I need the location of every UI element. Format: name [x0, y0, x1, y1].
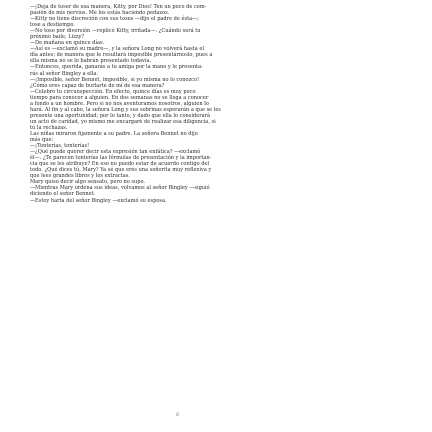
text-line: hará. Al fin y al cabo, la señora Long y sus sobrinas esperarán a que se les: [30, 106, 221, 113]
text-line: tiempo para conocer a alguien. En dos semanas no se llega a conocer: [30, 94, 209, 101]
text-line: todo. ¿Qué dices tú, Mary? Ya sé que eres una señorita muy reflexiva y: [30, 167, 212, 174]
page-text: [30, 4, 350, 204]
text-line: ¿Cómo eres capaz de burlarte de mí de esa manera?: [30, 82, 165, 89]
text-line: —De mañana en quince días.: [30, 40, 105, 47]
text-line: —¿Qué puede querer decir esta expresión tan enfática? —exclamó: [30, 149, 201, 156]
text-line: cia que se les atribuye? En eso no puedo estar de acuerdo contigo del: [30, 161, 210, 168]
text-line: próximo baile, Lizzy?: [30, 34, 85, 41]
text-line: rás al señor Bingley a ella.: [30, 70, 99, 77]
text-line: diciendo el señor Bennet.: [30, 191, 96, 198]
text-line: —No toso por diversión —replicó Kitty, irritada—. ¿Cuándo será tu: [30, 28, 201, 35]
text-line: presente una oportunidad; por lo tanto, y dado que ella lo considerará: [30, 112, 211, 119]
text-line: —Mientras Mary ordena sus ideas, volvamos al señor Bingley —siguió: [30, 185, 210, 192]
text-line: tú la rechazas.: [30, 124, 68, 131]
text-line: —Kitty no tiene discreción con sus toses —dijo el padre de ésta—;: [30, 16, 199, 23]
text-line: pasión de mis nervios. Me los estás haciendo pedazos.: [30, 10, 170, 17]
text-line: tose a destiempo.: [30, 22, 75, 29]
text-line: Mary quiso decir algo sensato, pero no supo.: [30, 179, 146, 186]
text-line: un acto de caridad, yo mismo me encargaré de realizar esa diligencia, si: [30, 118, 216, 125]
text-line: ella misma no se lo habrán presentado todavía.: [30, 58, 152, 65]
text-line: —¡Deja de toser de esa manera, Kitty, por Dios! Ten un poco de com-: [30, 4, 207, 10]
text-line: —Celebro tu circunspección. En efecto, quince días es muy poco: [30, 88, 196, 95]
text-line: él—. ¿Te parecen tonterías las fórmulas de presentación y la importan-: [30, 155, 212, 162]
text-line: —Estoy harta del señor Bingley —exclamó su esposa.: [30, 197, 167, 204]
text-line: a fondo a un hombre. Pero si no nos aventuramos nosotros, alguien lo: [30, 100, 209, 107]
text-line: —¡Imposible, señor Bennet, imposible, si yo misma no lo conozco!: [30, 76, 200, 83]
text-line: —Así es —exclamó su madre—, y la señora Long no volverá hasta el: [30, 46, 204, 53]
text-line: —Entonces, querida, ganarás a tu amiga por la mano y le presenta-: [30, 64, 203, 71]
page-number: 6: [176, 412, 180, 418]
text-line: Las niñas miraron fijamente a su padre. La señora Bennet no dijo: [30, 130, 198, 137]
text-line: —¡Tonterías, tonterías!: [30, 143, 90, 150]
text-line: más que:: [30, 137, 54, 144]
text-line: que lees grandes libros y los extractas.: [30, 173, 130, 180]
text-line: día antes; de manera que le resultará imposible presentárnoslo, pues a: [30, 52, 213, 59]
